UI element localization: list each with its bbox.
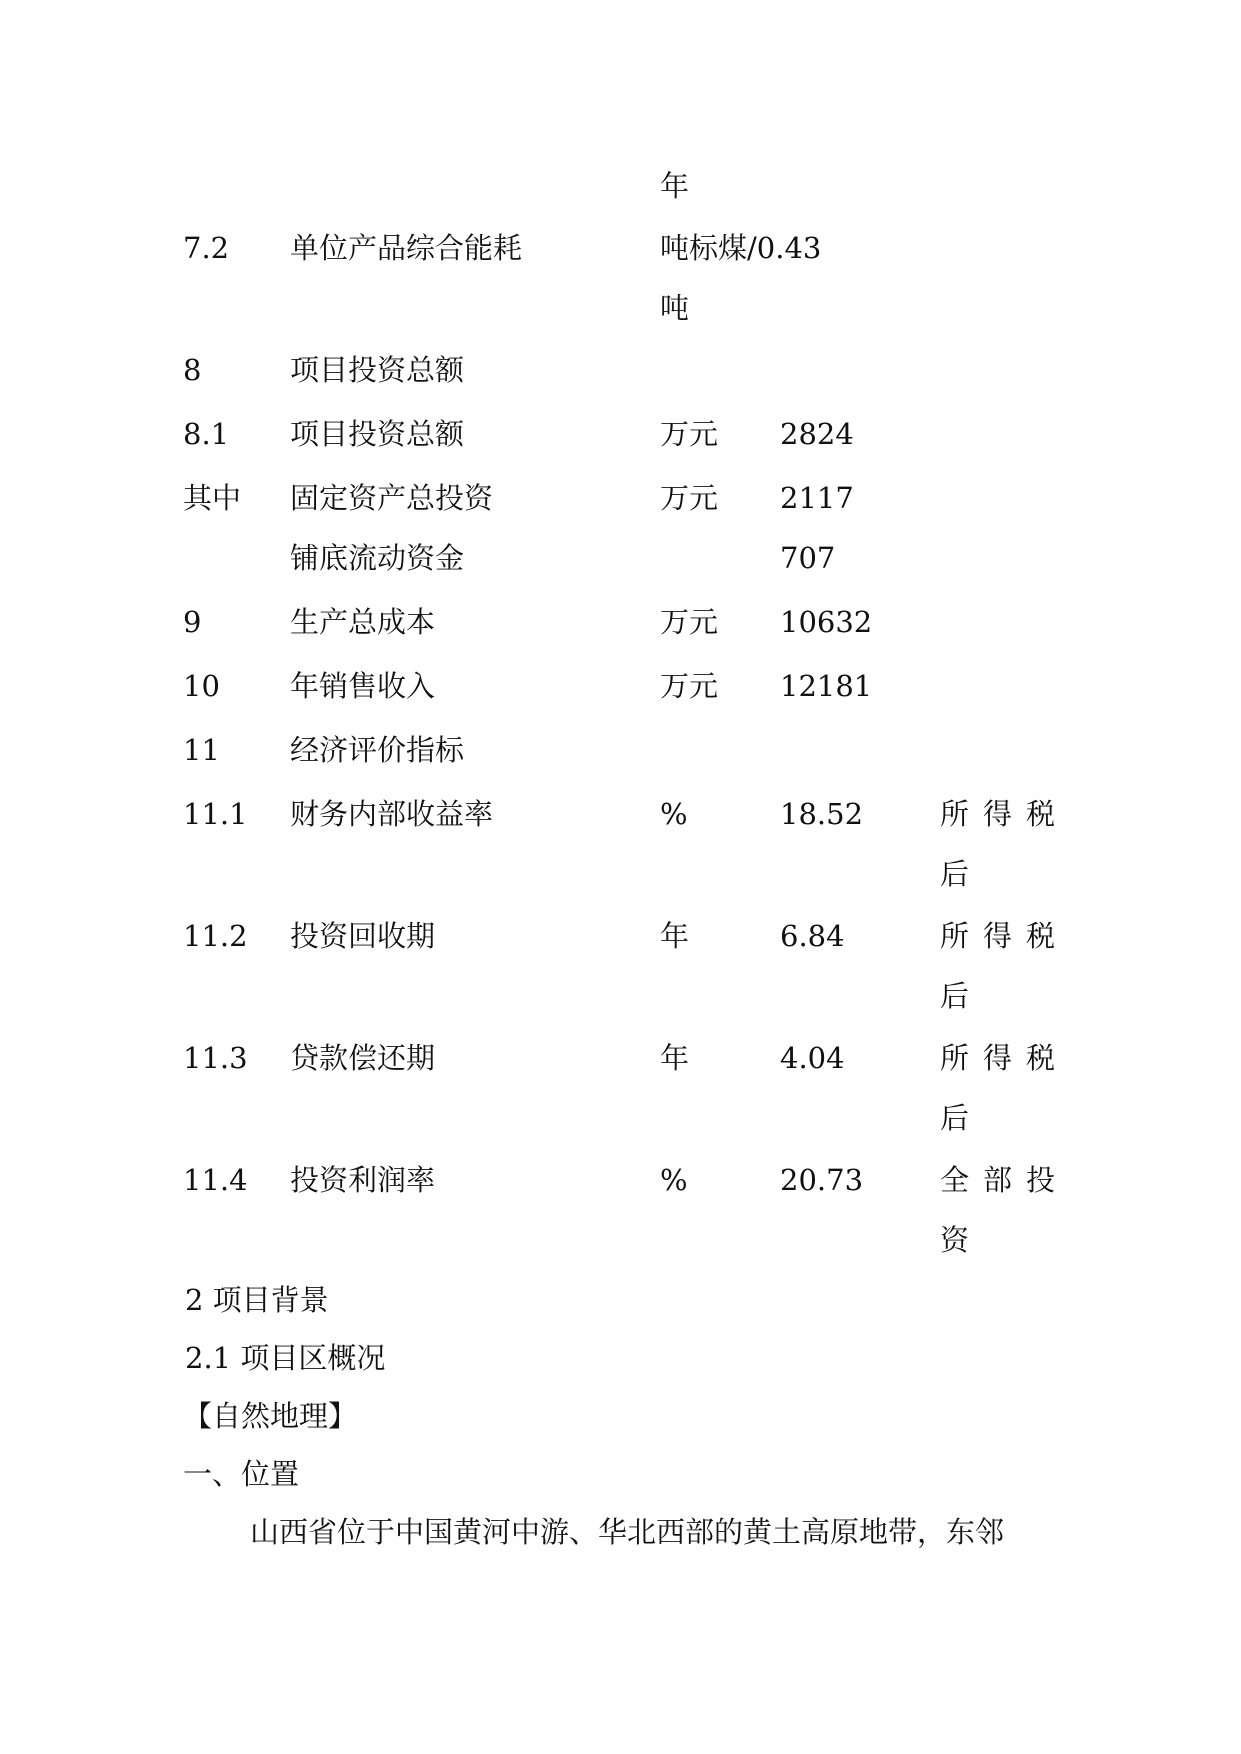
table-cell-value: 12181 [780, 669, 873, 703]
table-cell-no: 11.1 [183, 797, 248, 831]
table-cell-name: 单位产品综合能耗 [290, 231, 523, 265]
table-cell-unit: 万元 [660, 481, 719, 515]
table-cell-value: 10632 [780, 605, 873, 639]
table-cell-unit: 年 [660, 919, 690, 953]
table-cell-note-cont: 后 [940, 857, 970, 891]
table-cell-value: 20.73 [780, 1163, 864, 1197]
table-cell-name: 项目投资总额 [290, 417, 465, 451]
table-cell-no: 11 [183, 733, 220, 767]
table-cell-unit: 万元 [660, 605, 719, 639]
table-cell-name: 投资回收期 [290, 919, 436, 953]
table-cell-value: 4.04 [780, 1041, 845, 1075]
table-cell-unit: 万元 [660, 669, 719, 703]
table-cell-name: 年销售收入 [290, 669, 436, 703]
table-cell-value: 18.52 [780, 797, 864, 831]
table-cell-unit: 年 [660, 1041, 690, 1075]
bracket-heading: 【自然地理】 [183, 1399, 358, 1433]
table-cell-no: 11.2 [183, 919, 248, 953]
table-cell-note-cont: 后 [940, 1101, 970, 1135]
table-cell-no: 其中 [183, 481, 242, 515]
table-cell-note-cont: 后 [940, 979, 970, 1013]
table-cell-note: 所得税 [940, 1041, 1070, 1075]
table-cell-no: 11.4 [183, 1163, 248, 1197]
table-cell-name: 经济评价指标 [290, 733, 465, 767]
table-cell-note: 全部投 [940, 1163, 1070, 1197]
table-cell-no: 10 [183, 669, 220, 703]
table-cell-value: 6.84 [780, 919, 845, 953]
table-cell-value: 2117 [780, 481, 854, 515]
table-cell-value: 707 [780, 541, 836, 575]
table-cell-value: 2824 [780, 417, 854, 451]
table-cell-name: 项目投资总额 [290, 353, 465, 387]
table-cell-name: 生产总成本 [290, 605, 436, 639]
table-cell-no: 8.1 [183, 417, 230, 451]
table-cell-no: 7.2 [183, 231, 230, 265]
table-cell-name: 固定资产总投资 [290, 481, 494, 515]
table-cell-name: 贷款偿还期 [290, 1041, 436, 1075]
section-heading: 2 项目背景 [185, 1283, 329, 1317]
table-cell-note: 所得税 [940, 919, 1070, 953]
body-paragraph: 山西省位于中国黄河中游、华北西部的黄土高原地带，东邻 [250, 1515, 1005, 1549]
table-cell-note: 所得税 [940, 797, 1070, 831]
table-cell-unit-cont: 吨 [660, 291, 690, 325]
item-heading: 一、位置 [183, 1457, 300, 1491]
table-cell-no: 11.3 [183, 1041, 248, 1075]
table-cell-name: 铺底流动资金 [290, 541, 465, 575]
table-cell-unit: 万元 [660, 417, 719, 451]
table-cell-unit: 年 [660, 169, 690, 203]
table-cell-name: 财务内部收益率 [290, 797, 494, 831]
table-cell-unit: % [660, 797, 688, 831]
table-cell-no: 8 [183, 353, 202, 387]
table-cell-unit: % [660, 1163, 688, 1197]
table-cell-note-cont: 资 [940, 1223, 970, 1257]
table-cell-name: 投资利润率 [290, 1163, 436, 1197]
table-cell-unit: 吨标煤/0.43 [660, 231, 822, 265]
subsection-heading: 2.1 项目区概况 [185, 1341, 386, 1375]
table-cell-no: 9 [183, 605, 202, 639]
